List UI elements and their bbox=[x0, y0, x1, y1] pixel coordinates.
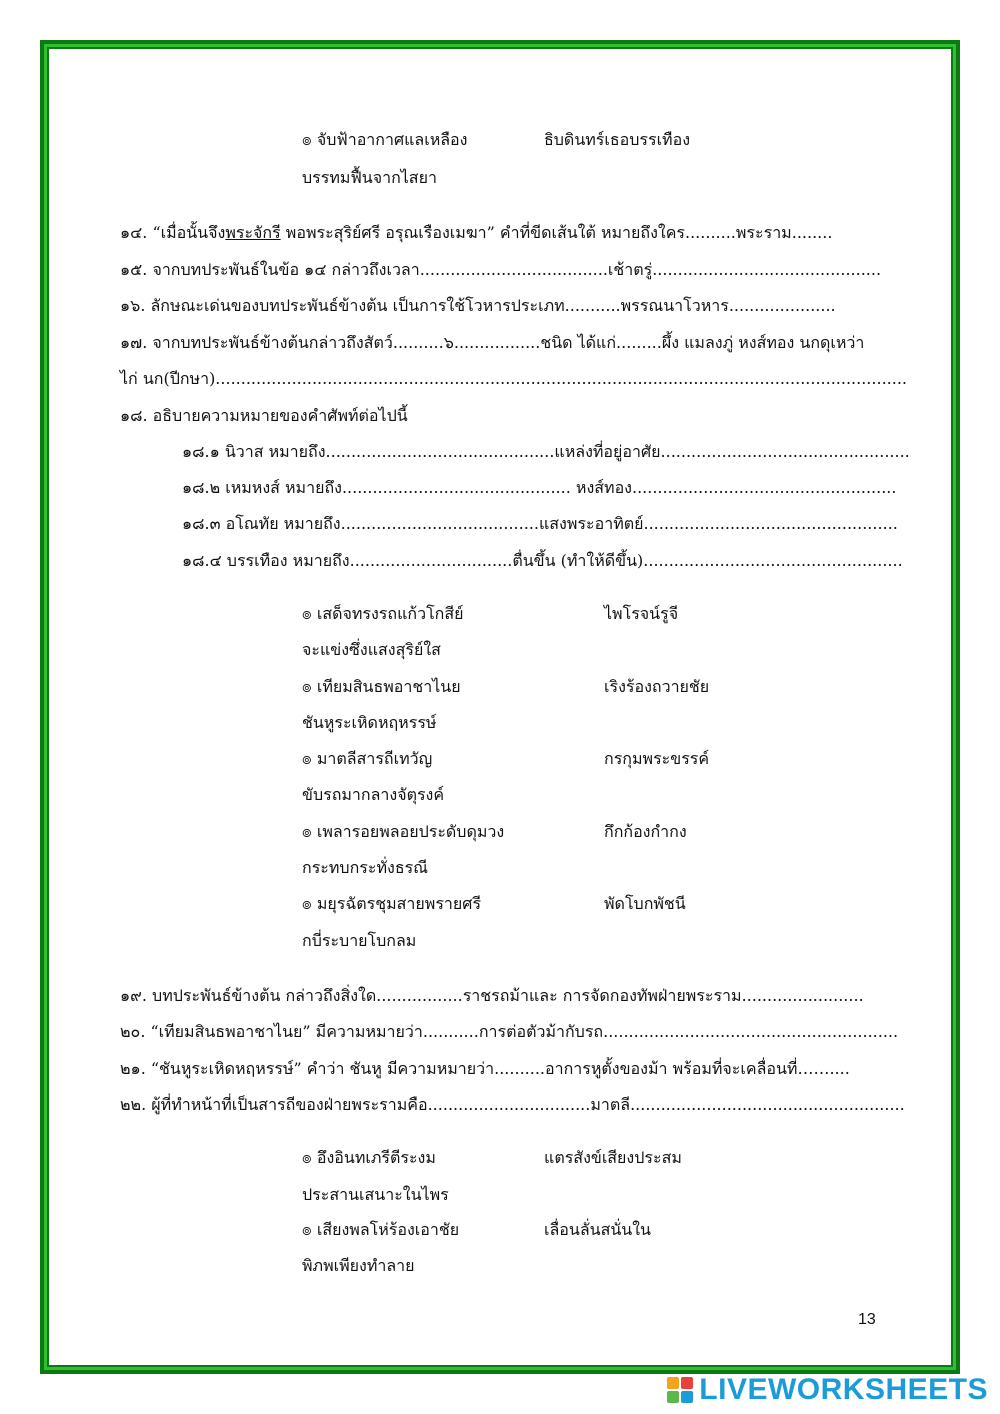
question-18-3: ๑๘.๓ อโณทัย หมายถึง.......................................แสงพระอาทิตย์.................................................. bbox=[182, 514, 898, 533]
question-18: ๑๘. อธิบายความหมายของคำศัพท์ต่อไปนี้ bbox=[120, 406, 408, 425]
question-22: ๒๒. ผู้ที่ทำหน้าที่เป็นสารถีของฝ่ายพระรามคือ................................มาตลี...................................................... bbox=[120, 1095, 905, 1114]
question-21: ๒๑. “ชันหูระเหิดหฤหรรษ์” คำว่า ชันหู มีความหมายว่า..........อาการหูตั้งของม้า พร้อมที่จะเคลื่อนที่…….... bbox=[120, 1059, 850, 1078]
question-14-pre: ๑๔. “เมื่อนั้นจึง bbox=[120, 223, 226, 242]
poem3-stanza1-right: แตรสังข์เสียงประสม bbox=[544, 1148, 682, 1167]
question-15: ๑๕. จากบทประพันธ์ในข้อ ๑๔ กล่าวถึงเวลา.....................................เช้าตรู่............................................. bbox=[120, 260, 882, 279]
question-14 bbox=[120, 221, 832, 246]
poem3-stanza2-line2: พิภพเพียงทำลาย bbox=[302, 1256, 415, 1275]
poem1-line1-right: ธิบดินทร์เธอบรรเทือง bbox=[544, 130, 691, 149]
poem2-stanza5-right: พัดโบกพัชนี bbox=[604, 894, 686, 913]
poem2-stanza5-line2: กบี่ระบายโบกลม bbox=[302, 931, 417, 950]
poem3-stanza2-right: เลื่อนลั่นสนั่นใน bbox=[544, 1220, 651, 1239]
logo-square-3 bbox=[667, 1391, 679, 1403]
logo-square-2 bbox=[681, 1377, 693, 1389]
poem2-stanza3-line2: ขับรถมากลางจัตุรงค์ bbox=[302, 785, 445, 804]
poem2-stanza1-line2: จะแข่งซึ่งแสงสุริย์ใส bbox=[302, 640, 441, 659]
poem1-line2: บรรทมฟื้นจากไสยา bbox=[302, 168, 437, 187]
question-18-2: ๑๘.๒ เหมหงส์ หมายถึง............................................. หงส์ทอง.................................................... bbox=[182, 478, 897, 497]
liveworksheets-logo[interactable] bbox=[667, 1372, 988, 1408]
poem2-stanza2-line2: ชันหูระเหิดหฤหรรษ์ bbox=[302, 713, 437, 732]
question-18-4: ๑๘.๔ บรรเทือง หมายถึง................................ตื่นขึ้น (ทำให้ดีขึ้น)................................................... bbox=[182, 551, 903, 570]
poem2-stanza4-right: กึกก้องกำกง bbox=[604, 822, 687, 841]
logo-square-4 bbox=[681, 1391, 693, 1403]
question-17-line2: ไก่ นก(ปีกษา)........................................................................................................................................ bbox=[120, 369, 907, 388]
poem2-stanza3-left: ๏ มาตลีสารถีเทวัญ bbox=[302, 749, 433, 768]
question-14-underlined: พระจักรี bbox=[225, 223, 281, 242]
question-17-line1: ๑๗. จากบทประพันธ์ข้างต้นกล่าวถึงสัตว์..........๖.................ชนิด ได้แก่.........ผึ้ง แมลงภู่ หงส์ทอง นกดุเหว่า bbox=[120, 333, 865, 352]
poem2-stanza1-left: ๏ เสด็จทรงรถแก้วโกสีย์ bbox=[302, 604, 464, 623]
logo-grid-icon bbox=[667, 1377, 693, 1403]
poem2-stanza3-right: กรกุมพระขรรค์ bbox=[604, 749, 710, 768]
poem2-stanza5-left: ๏ มยุรฉัตรชุมสายพรายศรี bbox=[302, 894, 482, 913]
poem3-stanza1-line2: ประสานเสนาะในไพร bbox=[302, 1185, 449, 1204]
poem2-stanza2-left: ๏ เทียมสินธพอาชาไนย bbox=[302, 677, 461, 696]
page-number: 13 bbox=[858, 1311, 876, 1328]
logo-square-1 bbox=[667, 1377, 679, 1389]
logo-text: LIVEWORKSHEETS bbox=[699, 1373, 988, 1406]
question-19: ๑๙. บทประพันธ์ข้างต้น กล่าวถึงสิ่งใด.................ราชรถม้าและ การจัดกองทัพฝ่ายพระราม........................ bbox=[120, 986, 864, 1005]
question-20: ๒๐. “เทียมสินธพอาชาไนย” มีความหมายว่า...........การต่อตัวม้ากับรถ.......................................................... bbox=[120, 1022, 899, 1041]
poem2-stanza4-left: ๏ เพลารอยพลอยประดับดุมวง bbox=[302, 822, 505, 841]
poem2-stanza1-right: ไพโรจน์รูจี bbox=[604, 604, 679, 623]
poem2-stanza4-line2: กระทบกระทั่งธรณี bbox=[302, 858, 429, 877]
poem2-stanza2-right: เริงร้องถวายชัย bbox=[604, 677, 710, 696]
poem1-line1-left: ๏ จับฟ้าอากาศแลเหลือง bbox=[302, 130, 468, 149]
poem3-stanza2-left: ๏ เสียงพลโห่ร้องเอาชัย bbox=[302, 1220, 460, 1239]
poem3-stanza1-left: ๏ อึงอินทเภรีตีระงม bbox=[302, 1148, 436, 1167]
question-18-1: ๑๘.๑ นิวาส หมายถึง.............................................แหล่งที่อยู่อาศัย................................................. bbox=[182, 442, 910, 461]
question-14-post: พอพระสุริย์ศรี อรุณเรืองเมฆา” คำที่ขีดเส้นใต้ หมายถึงใคร..........พระราม........ bbox=[280, 223, 833, 242]
question-16: ๑๖. ลักษณะเด่นของบทประพันธ์ข้างต้น เป็นการใช้โวหารประเภท...........พรรณนาโวหาร..................... bbox=[120, 296, 836, 315]
